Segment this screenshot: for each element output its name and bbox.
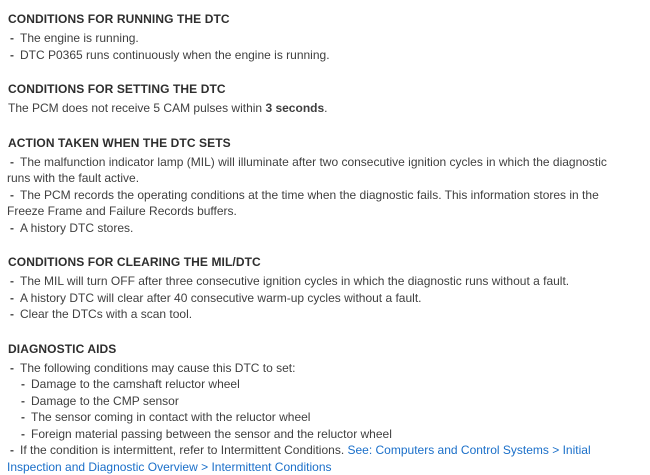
sub-list-item (7, 426, 608, 443)
paragraph-text: . (324, 101, 327, 115)
dtc-document (7, 11, 608, 475)
section-conditions-running (7, 11, 608, 63)
sub-list-item (7, 393, 608, 410)
paragraph (7, 100, 608, 117)
section-conditions-setting (7, 81, 608, 117)
bullet-marker: - (7, 221, 14, 235)
list-item-text: A history DTC stores. (20, 221, 133, 235)
list-item-text: DTC P0365 runs continuously when the engine is running. (20, 48, 330, 62)
bullet-marker: - (7, 188, 14, 202)
list-item (7, 442, 608, 475)
bullet-marker: - (7, 31, 14, 45)
list-item-text: The engine is running. (20, 31, 139, 45)
section-diagnostic-aids (7, 341, 608, 475)
list-item (7, 220, 608, 237)
section-heading: ACTION TAKEN WHEN THE DTC SETS (8, 135, 608, 151)
paragraph-bold-text: 3 seconds (265, 101, 324, 115)
list-item-text: Clear the DTCs with a scan tool. (20, 307, 192, 321)
bullet-marker: - (7, 307, 14, 321)
section-heading: CONDITIONS FOR RUNNING THE DTC (8, 11, 608, 27)
list-item (7, 290, 608, 307)
list-item-text: Damage to the CMP sensor (31, 394, 179, 408)
bullet-marker: - (7, 48, 14, 62)
section-conditions-clearing (7, 254, 608, 323)
list-item-text: If the condition is intermittent, refer to Intermittent Conditions. (20, 443, 348, 457)
bullet-list (7, 360, 608, 475)
section-heading: CONDITIONS FOR CLEARING THE MIL/DTC (8, 254, 608, 270)
bullet-marker: - (7, 377, 25, 391)
sub-list-item (7, 409, 608, 426)
bullet-list (7, 30, 608, 63)
list-item (7, 187, 608, 220)
bullet-marker: - (7, 394, 25, 408)
list-item (7, 47, 608, 64)
list-item (7, 306, 608, 323)
see-reference-link[interactable]: See: Computers and Control Systems > Initial Inspection and Diagnostic Overview > Intermittent Conditions (7, 443, 591, 474)
bullet-marker: - (7, 155, 14, 169)
list-item-text: The sensor coming in contact with the reluctor wheel (31, 410, 310, 424)
bullet-marker: - (7, 410, 25, 424)
bullet-list (7, 273, 608, 323)
bullet-list (7, 154, 608, 237)
list-item-text: Damage to the camshaft reluctor wheel (31, 377, 240, 391)
list-item-text: A history DTC will clear after 40 consecutive warm-up cycles without a fault. (20, 291, 421, 305)
paragraph-text: The PCM does not receive 5 CAM pulses within (8, 101, 265, 115)
list-item-text: The MIL will turn OFF after three consecutive ignition cycles in which the diagnostic runs without a fault. (20, 274, 569, 288)
list-item-text: Foreign material passing between the sensor and the reluctor wheel (31, 427, 392, 441)
list-item-text: The PCM records the operating conditions at the time when the diagnostic fails. This information stores in the Freeze Frame and Failure Records buffers. (7, 188, 599, 219)
list-item-text: The malfunction indicator lamp (MIL) will illuminate after two consecutive ignition cycles in which the diagnostic runs with the fault active. (7, 155, 607, 186)
section-heading: CONDITIONS FOR SETTING THE DTC (8, 81, 608, 97)
list-item (7, 30, 608, 47)
sub-list-item (7, 376, 608, 393)
list-item-text: The following conditions may cause this DTC to set: (20, 361, 295, 375)
bullet-marker: - (7, 291, 14, 305)
bullet-marker: - (7, 274, 14, 288)
bullet-marker: - (7, 361, 14, 375)
section-action-taken (7, 135, 608, 237)
list-item (7, 360, 608, 377)
bullet-marker: - (7, 427, 25, 441)
section-heading: DIAGNOSTIC AIDS (8, 341, 608, 357)
bullet-marker: - (7, 443, 14, 457)
list-item (7, 154, 608, 187)
list-item (7, 273, 608, 290)
